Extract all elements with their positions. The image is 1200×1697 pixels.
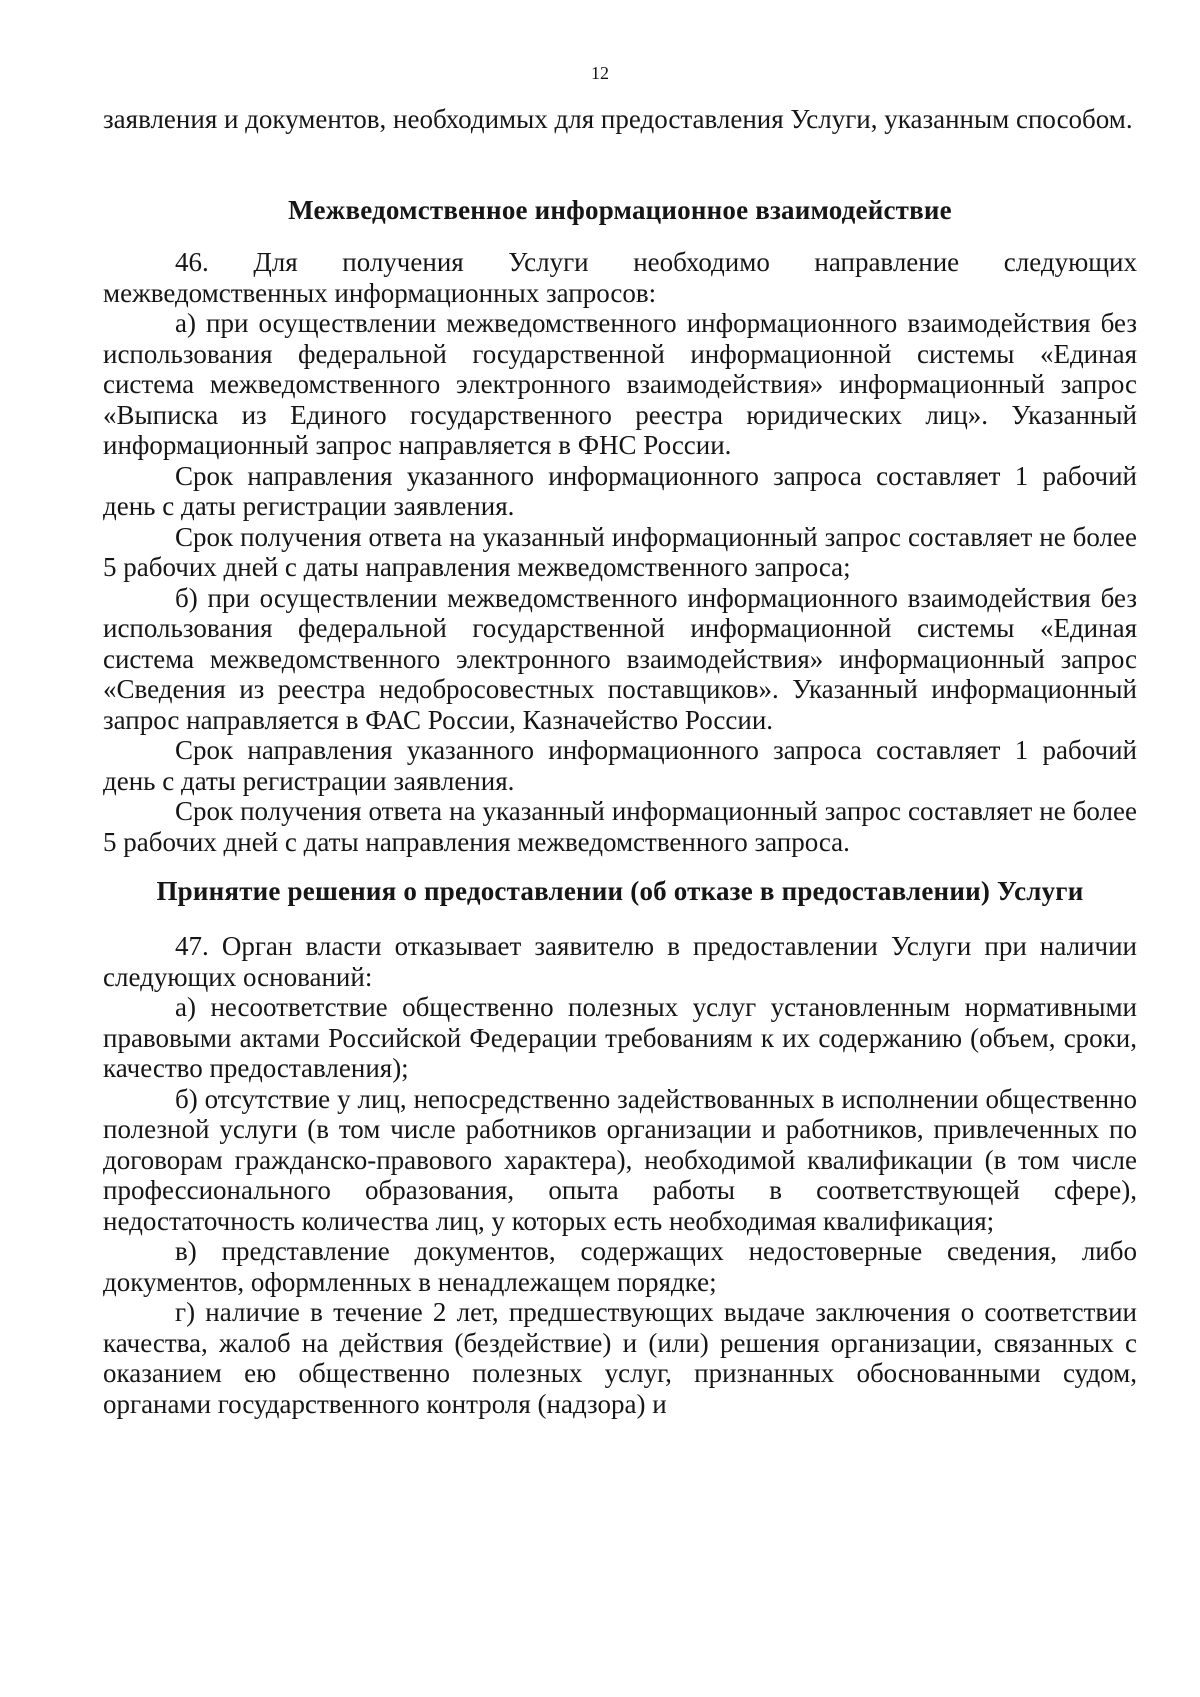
paragraph-46-b: б) при осуществлении межведомственного информационного взаимодействия без использования федеральной государственной информационной системы «Единая система межведомственного электронного взаимодействия» информационный запрос «Сведения из реестра недобросовестных поставщиков». Указанный информационный запрос направляется в ФАС России, Казначейство России. (103, 582, 1137, 735)
section-interagency-body (103, 247, 1137, 857)
paragraph-46-a-response: Срок получения ответа на указанный информационный запрос составляет не более 5 рабочих дней с даты направления межведомственного запроса; (103, 521, 1137, 582)
section-heading-decision: Принятие решения о предоставлении (об отказе в предоставлении) Услуги (156, 876, 1084, 906)
paragraph-47-g: г) наличие в течение 2 лет, предшествующих выдаче заключения о соответствии качества, жалоб на действия (бездействие) и (или) решения организации, связанных с оказанием ею общественно полезных услуг, признанных обоснованными судом, органами государственного контроля (надзора) и (103, 1297, 1137, 1419)
paragraph-47-v: в) представление документов, содержащих недостоверные сведения, либо документов, оформленных в ненадлежащем порядке; (103, 1236, 1137, 1297)
paragraph-continuation: заявления и документов, необходимых для предоставления Услуги, указанным способом. (103, 104, 1133, 134)
paragraph-47-b: б) отсутствие у лиц, непосредственно задействованных в исполнении общественно полезной услуги (в том числе работников организации и работников, привлеченных по договорам гражданско-правового характера), необходимой квалификации (в том числе профессионального образования, опыта работы в соответствующей сфере), недостаточность количества лиц, у которых есть необходимая квалификация; (103, 1083, 1137, 1236)
section-decision-body (103, 931, 1137, 1419)
paragraph-46-b-deadline: Срок направления указанного информационного запроса составляет 1 рабочий день с даты регистрации заявления. (103, 735, 1137, 796)
continuation-block (103, 104, 1137, 135)
paragraph-47: 47. Орган власти отказывает заявителю в предоставлении Услуги при наличии следующих оснований: (103, 931, 1137, 992)
paragraph-47-a: а) несоответствие общественно полезных услуг установленным нормативными правовыми актами Российской Федерации требованиям к их содержанию (объем, сроки, качество предоставления); (103, 992, 1137, 1083)
paragraph-46-b-response: Срок получения ответа на указанный информационный запрос составляет не более 5 рабочих дней с даты направления межведомственного запроса. (103, 796, 1137, 857)
section-heading-interagency: Межведомственное информационное взаимодействие (288, 195, 952, 225)
page-number: 12 (591, 63, 609, 83)
paragraph-46: 46. Для получения Услуги необходимо направление следующих межведомственных информационных запросов: (103, 247, 1137, 308)
paragraph-46-a: а) при осуществлении межведомственного информационного взаимодействия без использования федеральной государственной информационной системы «Единая система межведомственного электронного взаимодействия» информационный запрос «Выписка из Единого государственного реестра юридических лиц». Указанный информационный запрос направляется в ФНС России. (103, 308, 1137, 460)
paragraph-46-a-deadline: Срок направления указанного информационного запроса составляет 1 рабочий день с даты регистрации заявления. (103, 460, 1137, 521)
